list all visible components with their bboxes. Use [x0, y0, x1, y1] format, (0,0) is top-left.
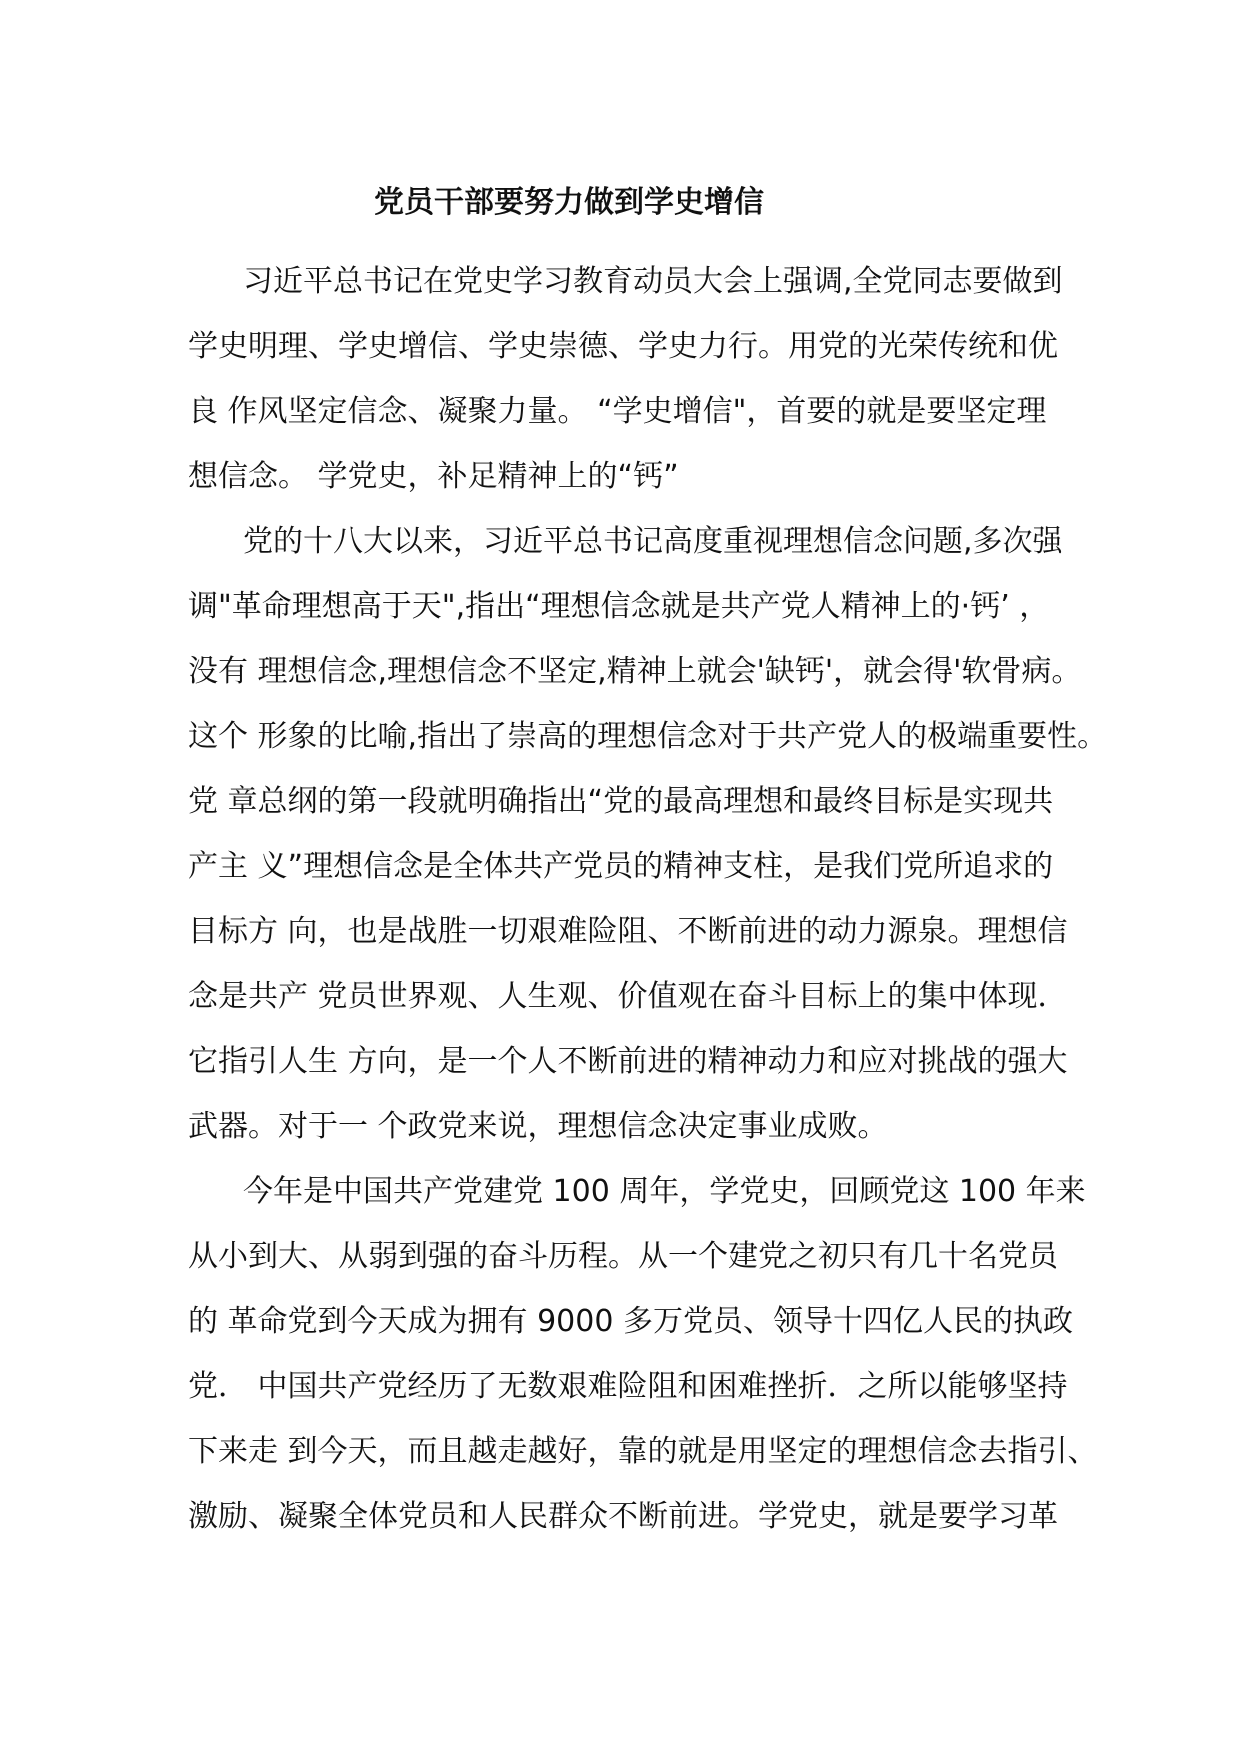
text-line: 的 革命党到今天成为拥有 9000 多万党员、领导十四亿人民的执政	[188, 1304, 1073, 1339]
text-line: 党． 中国共产党经历了无数艰难险阻和困难挫折．之所以能够坚持	[188, 1369, 1068, 1404]
text-line: 今年是中国共产党建党 100 周年，学党史，回顾党这 100 年来	[243, 1174, 1086, 1209]
document-title: 党员干部要努力做到学史增信	[374, 185, 764, 220]
text-line: 这个 形象的比喻,指出了崇高的理想信念对于共产党人的极端重要性。	[188, 719, 1108, 754]
text-line: 目标方 向，也是战胜一切艰难险阻、不断前进的动力源泉。理想信	[188, 914, 1068, 949]
text-line: 从小到大、从弱到强的奋斗历程。从一个建党之初只有几十名党员	[188, 1239, 1058, 1274]
text-line: 下来走 到今天，而且越走越好，靠的就是用坚定的理想信念去指引、	[188, 1434, 1098, 1469]
text-line: 调"革命理想高于天",指出“理想信念就是共产党人精神上的·钙’ ，	[188, 589, 1050, 624]
text-line: 激励、凝聚全体党员和人民群众不断前进。学党史，就是要学习革	[188, 1499, 1058, 1534]
paragraph-1	[188, 249, 1068, 509]
document-body	[188, 249, 1108, 1549]
text-line: 党 章总纲的第一段就明确指出“党的最高理想和最终目标是实现共	[188, 784, 1054, 819]
text-line: 它指引人生 方向，是一个人不断前进的精神动力和应对挑战的强大	[188, 1044, 1068, 1079]
text-line: 没有 理想信念,理想信念不坚定,精神上就会'缺钙'，就会得'软骨病。	[188, 654, 1082, 689]
text-line: 武器。对于一 个政党来说，理想信念决定事业成败。	[188, 1109, 888, 1144]
text-line: 想信念。 学党史，补足精神上的“钙”	[188, 459, 679, 494]
text-line: 产主 义”理想信念是全体共产党员的精神支柱，是我们党所追求的	[188, 849, 1054, 884]
text-line: 党的十八大以来，习近平总书记高度重视理想信念问题,多次强	[243, 524, 1063, 559]
text-line: 良 作风坚定信念、凝聚力量。 “学史增信"，首要的就是要坚定理	[188, 394, 1047, 429]
text-line: 习近平总书记在党史学习教育动员大会上强调,全党同志要做到	[243, 264, 1063, 299]
text-line: 学史明理、学史增信、学史崇德、学史力行。用党的光荣传统和优	[188, 329, 1058, 364]
paragraph-2	[188, 509, 1108, 1159]
paragraph-3	[188, 1159, 1098, 1549]
text-line: 念是共产 党员世界观、人生观、价值观在奋斗目标上的集中体现．	[188, 979, 1068, 1014]
